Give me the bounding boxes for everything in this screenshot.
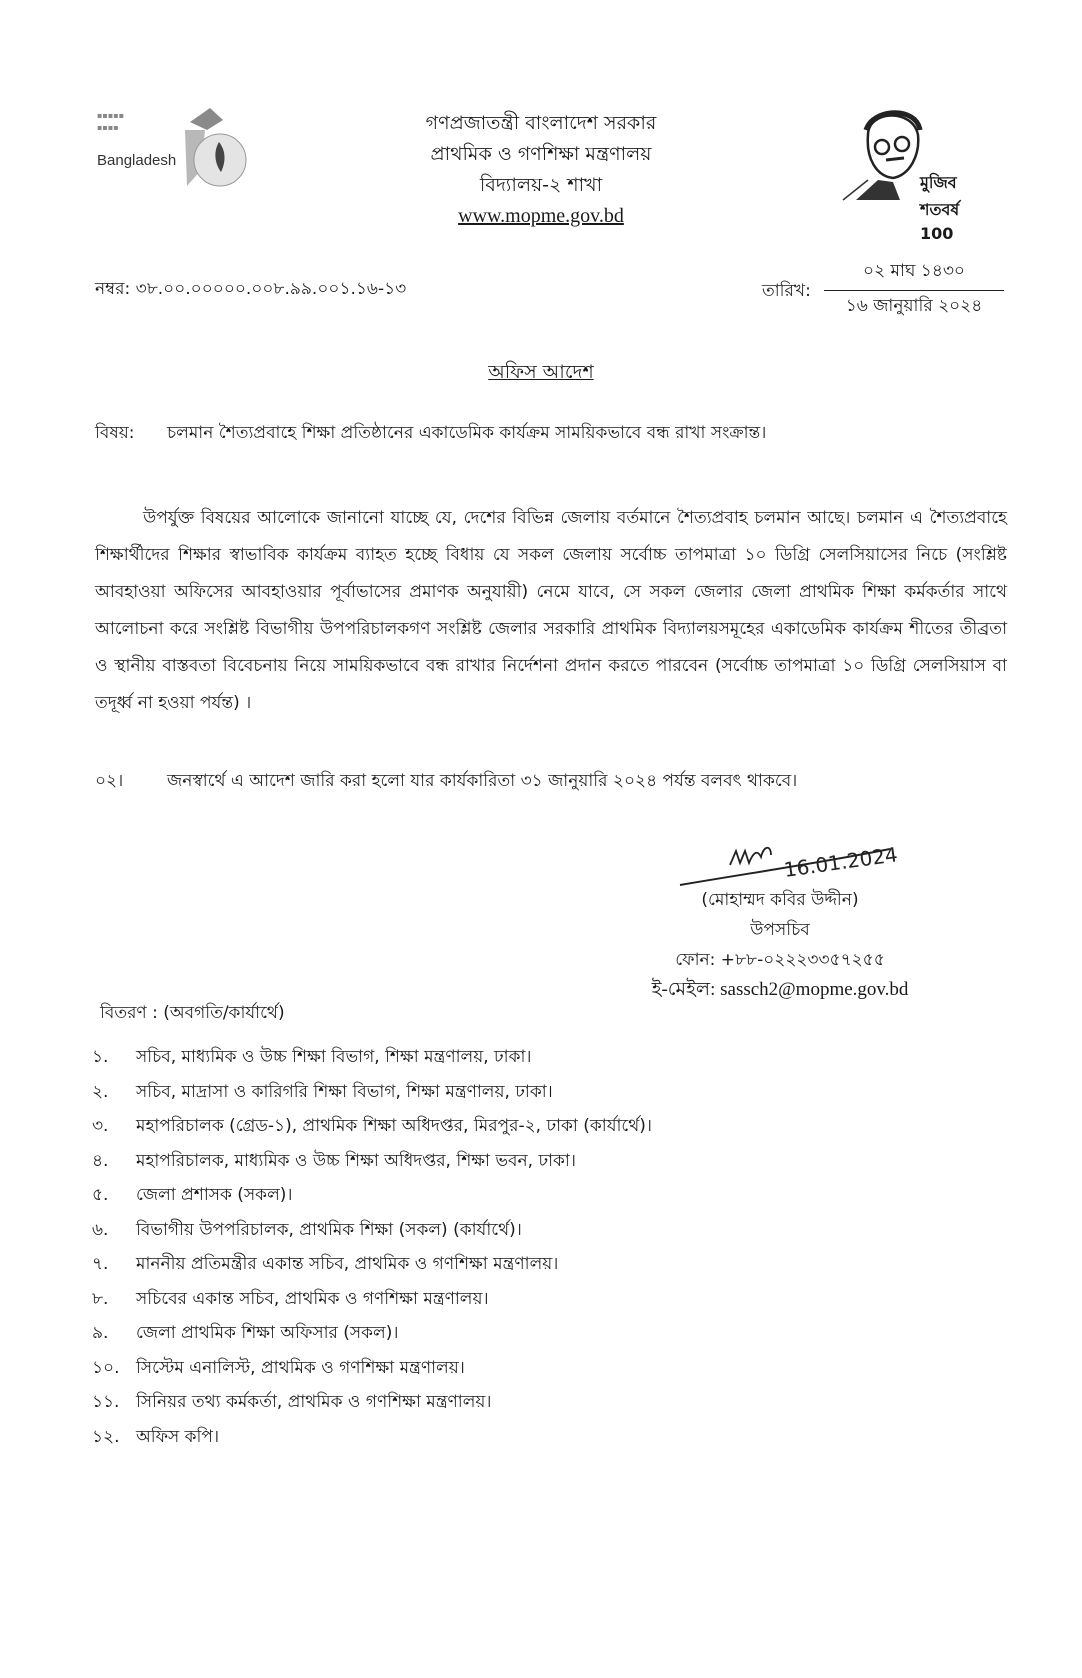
list-item xyxy=(92,1282,992,1317)
item-text: জেলা প্রাথমিক শিক্ষা অফিসার (সকল)। xyxy=(136,1323,399,1343)
list-item xyxy=(92,1144,992,1179)
paragraph-number: ০২। xyxy=(95,771,124,791)
list-item xyxy=(92,1385,992,1420)
item-number: ১১. xyxy=(92,1392,120,1412)
subject-label: বিষয়: xyxy=(95,423,135,443)
memo-number xyxy=(95,276,406,304)
item-number: ১২. xyxy=(92,1426,120,1447)
list-item xyxy=(92,1178,992,1213)
item-number: ৩. xyxy=(92,1116,109,1136)
item-number: ২. xyxy=(92,1081,109,1102)
item-number: ৬. xyxy=(92,1219,109,1240)
date-fraction xyxy=(824,258,1004,321)
date-label: তারিখ: xyxy=(762,281,811,301)
item-text: মহাপরিচালক (গ্রেড-১), প্রাথমিক শিক্ষা অধিদপ্তর, মিরপুর-২, ঢাকা (কার্যার্থে)। xyxy=(136,1116,652,1136)
subject-text: চলমান শৈত্যপ্রবাহে শিক্ষা প্রতিষ্ঠানের একাডেমিক কার্যক্রম সাময়িকভাবে বন্ধ রাখা সংক্রান্ত। xyxy=(167,423,767,443)
list-item xyxy=(92,1040,992,1075)
signatory-designation: উপসচিব xyxy=(750,920,810,940)
item-number: ৫. xyxy=(92,1185,109,1205)
subject-line xyxy=(95,420,1015,448)
item-number: ৭. xyxy=(92,1254,109,1274)
body-paragraph-2 xyxy=(95,768,1007,796)
item-number: ১. xyxy=(92,1047,109,1067)
list-item xyxy=(92,1316,992,1351)
government-name: গণপ্রজাতন্ত্রী বাংলাদেশ সরকার xyxy=(425,112,657,134)
document-title xyxy=(0,358,1082,390)
list-item xyxy=(92,1351,992,1386)
memo-number-label: নম্বর: xyxy=(95,279,131,299)
item-text: সচিব, মাদ্রাসা ও কারিগরি শিক্ষা বিভাগ, শিক্ষা মন্ত্রণালয়, ঢাকা। xyxy=(136,1081,553,1102)
branch-name: বিদ্যালয়-২ শাখা xyxy=(479,174,603,196)
paragraph-2-text: জনস্বার্থে এ আদেশ জারি করা হলো যার কার্যকারিতা ৩১ জানুয়ারি ২০২৪ পর্যন্ত বলবৎ থাকবে। xyxy=(167,771,798,791)
item-text: বিভাগীয় উপপরিচালক, প্রাথমিক শিক্ষা (সকল) (কার্যার্থে)। xyxy=(136,1219,522,1240)
item-text: মহাপরিচালক, মাধ্যমিক ও উচ্চ শিক্ষা অধিদপ্তর, শিক্ষা ভবন, ঢাকা। xyxy=(136,1150,576,1171)
logo-bangladesh-text: Bangladesh xyxy=(97,152,177,169)
item-number: ১০. xyxy=(92,1357,120,1378)
signatory-name: (মোহাম্মদ কবির উদ্দীন) xyxy=(701,890,859,910)
item-text: সিনিয়র তথ্য কর্মকর্তা, প্রাথমিক ও গণশিক্ষা মন্ত্রণালয়। xyxy=(136,1392,492,1412)
item-text: সিস্টেম এনালিস্ট, প্রাথমিক ও গণশিক্ষা মন্ত্রণালয়। xyxy=(136,1357,465,1378)
item-number: ৮. xyxy=(92,1288,109,1309)
item-text: অফিস কপি। xyxy=(136,1426,220,1447)
date-gregorian: ১৬ জানুয়ারি ২০২৪ xyxy=(845,296,983,316)
memo-number-value: ৩৮.০০.০০০০০.০০৮.৯৯.০০১.১৬-১৩ xyxy=(135,279,407,299)
ministry-name: প্রাথমিক ও গণশিক্ষা মন্ত্রণালয় xyxy=(430,143,652,165)
body-paragraph-1: উপর্যুক্ত বিষয়ের আলোকে জানানো যাচ্ছে যে, দেশের বিভিন্ন জেলায় বর্তমানে শৈত্যপ্রবাহ চলমান আছে। চলমান এ শৈত্যপ্রবাহে শিক্ষার্থীদের শিক্ষার স্বাভাবিক কার্যক্রম ব্যাহত হচ্ছে বিধায় যে সকল জেলায় সর্বোচ্চ তাপমাত্রা ১০ ডিগ্রি সেলসিয়াসের নিচে (সংশ্লিষ্ট আবহাওয়া অফিসের আবহাওয়ার পূর্বাভাসের প্রমাণক অনুযায়ী) নেমে যাবে, সে সকল জেলার জেলা প্রাথমিক শিক্ষা কর্মকর্তার সাথে আলোচনা করে সংশ্লিষ্ট বিভাগীয় উপপরিচালকগণ সংশ্লিষ্ট জেলার সরকারি প্রাথমিক বিদ্যালয়সমূহের একাডেমিক কার্যক্রম শীতের তীব্রতা ও স্থানীয় বাস্তবতা বিবেচনায় নিয়ে সাময়িকভাবে বন্ধ রাখার নির্দেশনা প্রদান করতে পারবেন (সর্বোচ্চ তাপমাত্রা ১০ ডিগ্রি সেলসিয়াস বা তদূর্ধ্ব না হওয়া পর্যন্ত) । xyxy=(95,508,1007,713)
list-item xyxy=(92,1420,992,1455)
distribution-list xyxy=(92,1040,992,1454)
mujib-logo-text: মুজিব শতবর্ষ 100 xyxy=(920,173,960,243)
distribution-heading: বিতরণ : (অবগতি/কার্যার্থে) xyxy=(100,1003,285,1023)
logo-small-text: ▪▪▪▪▪ ▪▪▪▪ xyxy=(97,111,125,132)
mujib-centenary-logo xyxy=(838,100,998,243)
signatory-email[interactable]: ই-মেইল: sassch2@mopme.gov.bd xyxy=(651,979,909,1000)
list-item xyxy=(92,1109,992,1144)
item-text: সচিব, মাধ্যমিক ও উচ্চ শিক্ষা বিভাগ, শিক্ষা মন্ত্রণালয়, ঢাকা। xyxy=(136,1047,532,1067)
website-link[interactable]: www.mopme.gov.bd xyxy=(458,205,624,227)
item-text: মাননীয় প্রতিমন্ত্রীর একান্ত সচিব, প্রাথমিক ও গণশিক্ষা মন্ত্রণালয়। xyxy=(136,1254,559,1274)
list-item xyxy=(92,1075,992,1110)
title-text: অফিস আদেশ xyxy=(488,361,594,383)
list-item xyxy=(92,1213,992,1248)
date-bangla: ০২ মাঘ ১৪৩০ xyxy=(824,258,1004,291)
item-text: জেলা প্রশাসক (সকল)। xyxy=(136,1185,293,1205)
item-number: ৯. xyxy=(92,1323,109,1343)
item-number: ৪. xyxy=(92,1150,109,1171)
list-item xyxy=(92,1247,992,1282)
signature-date: 16.01.2024 xyxy=(782,842,900,882)
signatory-phone: ফোন: +৮৮-০২২২৩৩৫৭২৫৫ xyxy=(675,950,885,970)
item-text: সচিবের একান্ত সচিব, প্রাথমিক ও গণশিক্ষা মন্ত্রণালয়। xyxy=(136,1288,489,1309)
signature-block xyxy=(600,885,960,1005)
